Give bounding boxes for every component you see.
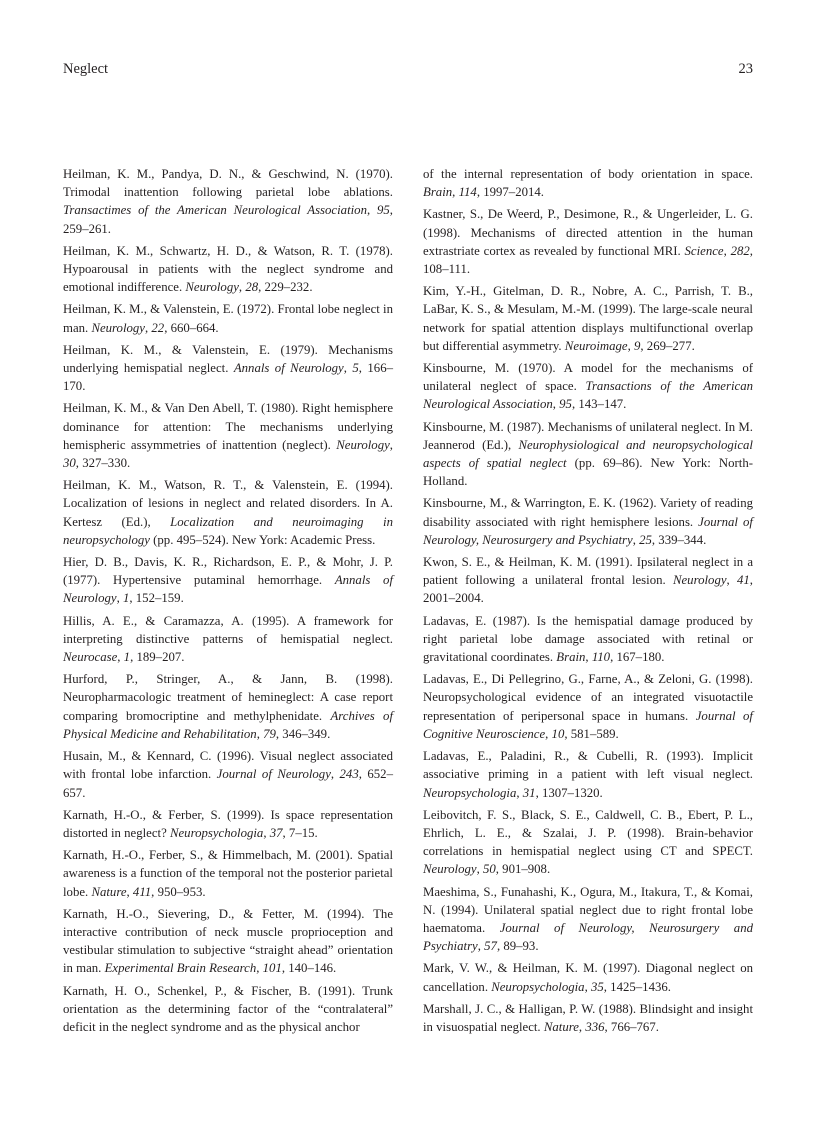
reference-entry-karnath-2001 [63,846,393,901]
reference-italic-text: Neurology [336,437,390,452]
reference-text: , [117,650,124,665]
reference-italic-text: 35 [590,979,604,994]
reference-text: , 1307–1320. [535,785,603,800]
reference-italic-text: 79 [263,726,276,741]
reference-text: Heilman, K. M., Watson, R. T., & Valenstein, E. (1994). Localization of lesions in neglect and related disorders. In A. Kertesz (Ed.), [63,478,393,529]
reference-text: , 89–93. [496,939,539,954]
reference-italic-text: 114 [458,185,477,200]
reference-text: , [723,243,731,258]
reference-text: of the internal representation of body orientation in space. [423,167,753,181]
reference-italic-text: 10 [551,726,565,741]
reference-italic-text: 95 [377,203,390,218]
reference-italic-text: 336 [585,1019,605,1034]
reference-text: , 1997–2014. [476,185,544,200]
reference-italic-text: Neuropsychologia [491,979,585,994]
reference-italic-text: Annals of Neurology [63,573,394,606]
reference-italic-text: Neuropsychologia [423,785,517,800]
reference-text: Hier, D. B., Davis, K. R., Richardson, E. P., & Mohr, J. P. (1977). Hypertensive putaminal hemorrhage. [63,555,393,588]
reference-entry-ladavas-1993 [423,747,753,802]
reference-text: Maeshima, S., Funahashi, K., Ogura, M., Itakura, T., & Komai, N. (1994). Unilateral spatial neglect due to right frontal lobe haematoma. [423,884,753,935]
reference-text: , [256,961,263,976]
reference-text: Kinsbourne, M. (1970). A model for the mechanisms of unilateral neglect of space. [423,361,753,394]
reference-italic-text: Neurophysiological and neuropsychological aspects of spatial neglect [423,437,753,471]
reference-text: Husain, M., & Kennard, C. (1996). Visual neglect associated with frontal lobe infarction. [63,749,393,782]
reference-text: Kim, Y.-H., Gitelman, D. R., Nobre, A. C., Parrish, T. B., LaBar, K. S., & Mesulam, M.-M. (1999). The large-scale neural network for spatial attention displays multifunctional overlap but differential asymmetry. [423,284,753,353]
reference-text: , 269–277. [640,338,695,353]
reference-text: Kwon, S. E., & Heilman, K. M. (1991). Ipsilateral neglect in a patient following a unilateral frontal lesion. [423,555,753,588]
reference-italic-text: 243 [339,767,359,782]
reference-text: , 950–953. [151,884,206,899]
reference-italic-text: 30 [63,456,76,471]
reference-entry-mark-1997 [423,959,753,995]
reference-text: , [584,979,591,994]
reference-italic-text: Localization and neuroimaging in neuropsychology [63,514,393,547]
reference-entry-kwon-1991 [423,553,753,608]
reference-italic-text: 28 [245,280,259,295]
reference-text: Ladavas, E. (1987). Is the hemispatial damage produced by right parietal lobe damage associated with retinal or gravitational coordinates. [423,613,753,665]
reference-text: Karnath, H.-O., & Ferber, S. (1999). Is space representation distorted in neglect? [63,807,393,840]
reference-text: Karnath, H. O., Schenkel, P., & Fischer, B. (1991). Trunk orientation as the determining factor of the “contralateral” deficit in the neglect syndrome and as the physical anchor [63,983,393,1034]
reference-text: Mark, V. W., & Heilman, K. M. (1997). Diagonal neglect on cancellation. [423,961,753,994]
reference-italic-text: 1 [123,650,131,665]
reference-italic-text: 95 [559,397,572,412]
reference-italic-text: Neurology [91,320,145,335]
reference-italic-text: 1 [122,591,130,606]
reference-text: , 108–111. [423,243,753,277]
reference-text: , 766–767. [604,1019,659,1034]
reference-text: Karnath, H.-O., Sievering, D., & Fetter, M. (1994). The interactive contribution of neck muscle proprioception and vestibular stimulation to subjective “straight ahead” orientation in man. [63,906,393,976]
reference-text: , 166–170. [63,361,393,394]
reference-entry-kinsbourne-1970 [423,359,753,414]
reference-text: Kinsbourne, M., & Warrington, E. K. (1962). Variety of reading disability associated with right hemisphere lesions. [423,496,753,529]
reference-text: , [516,785,523,800]
page-number: 23 [738,61,753,77]
reference-text: Kastner, S., De Weerd, P., Desimone, R., & Ungerleider, L. G. (1998). Mechanisms of directed attention in the human extrastriate cortex as revealed by functional MRI. [423,207,753,258]
reference-text: , 581–589. [564,726,619,741]
reference-text: , 901–908. [495,862,551,877]
reference-italic-text: Neurology [185,280,239,295]
reference-text: , [330,767,340,782]
reference-italic-text: 41 [736,573,750,588]
reference-italic-text: Neuropsychologia [169,825,264,840]
running-head-title: Neglect [63,61,109,77]
reference-text: , 346–349. [275,726,331,741]
reference-text: , [476,862,483,877]
reference-text: , 167–180. [610,650,665,665]
reference-text: Hurford, P., Stringer, A., & Jann, B. (1998). Neuropharmacologic treatment of hemineglect: A case report comparing bromocriptine and methylphenidate. [63,672,393,723]
reference-entry-karnath-1991-cont [423,165,753,201]
reference-text: (pp. 495–524). New York: Academic Press. [149,532,376,547]
reference-text: , [452,185,459,200]
reference-text: , [585,650,592,665]
reference-entry-heilman-1978 [63,242,393,297]
reference-italic-text: Nature [91,884,127,899]
reference-italic-text: Neurocase [63,650,118,665]
reference-text: , [726,573,737,588]
reference-text: Heilman, K. M., Pandya, D. N., & Geschwind, N. (1970). Trimodal inattention following parietal lobe ablations. [63,167,393,200]
reference-entry-leibovitch-1998 [423,806,753,879]
reference-text: , 2001–2004. [423,573,753,606]
reference-text: , [263,825,270,840]
reference-entry-heilman-1980 [63,399,393,472]
reference-entry-ladavas-1998 [423,670,753,743]
reference-text: , [627,338,634,353]
reference-italic-text: 282 [730,243,750,258]
reference-entry-kinsbourne-1987 [423,418,753,491]
reference-text: , [632,532,640,547]
reference-text: Karnath, H.-O., Ferber, S., & Himmelbach, M. (2001). Spatial awareness is a function of the temporal not the posterior parietal lobe. [63,848,393,899]
reference-italic-text: Neuroimage [564,338,628,353]
reference-column-right [423,165,753,1040]
reference-text: , [116,591,123,606]
reference-text: , 660–664. [164,320,219,335]
reference-entry-heilman-1972 [63,300,393,336]
reference-text: , 339–344. [651,532,707,547]
reference-entry-karnath-1994 [63,905,393,978]
reference-text: Ladavas, E., Paladini, R., & Cubelli, R. (1993). Implicit associative priming in a patient with left visual neglect. [423,749,753,782]
reference-text: , 327–330. [75,456,131,471]
reference-italic-text: Nature [543,1019,579,1034]
reference-text: Heilman, K. M., & Valenstein, E. (1972). Frontal lobe neglect in man. [63,302,393,335]
reference-text: , [552,397,560,412]
reference-entry-hillis-1995 [63,612,393,667]
reference-italic-text: Annals of Neurology [233,361,344,376]
reference-text: , [545,726,552,741]
reference-italic-text: 57 [484,939,497,954]
reference-italic-text: Journal of Neurology, Neurosurgery and Psychiatry [423,920,753,954]
reference-entry-karnath-1991 [63,982,393,1037]
reference-italic-text: 101 [262,961,282,976]
reference-italic-text: 110 [591,650,611,665]
reference-entry-heilman-1994 [63,476,393,549]
reference-italic-text: Archives of Physical Medicine and Rehabilitation [63,708,393,741]
reference-text: (pp. 69–86). New York: North-Holland. [423,456,754,489]
reference-entry-hurford-1998 [63,670,393,743]
reference-text: , [477,939,485,954]
reference-entry-ladavas-1987 [423,612,753,667]
reference-text: , 229–232. [258,280,313,295]
reference-text: Heilman, K. M., & Valenstein, E. (1979). Mechanisms underlying hemispatial neglect. [63,342,393,376]
reference-italic-text: Brain [423,185,453,200]
reference-text: , 143–147. [571,397,627,412]
reference-text: , [145,320,152,335]
reference-italic-text: 22 [151,320,165,335]
reference-entry-kastner-1998 [423,205,753,278]
reference-entry-kim-1999 [423,282,753,355]
reference-entry-maeshima-1994 [423,883,753,956]
reference-text: , [343,361,353,376]
reference-italic-text: Experimental Brain Research [104,961,257,976]
reference-italic-text: Transactions of the American Neurological Association [423,379,754,412]
reference-column-left [63,165,393,1040]
reference-text: , [389,437,393,452]
reference-italic-text: Journal of Neurology [216,767,331,782]
reference-text: Kinsbourne, M. (1987). Mechanisms of unilateral neglect. In M. Jeannerod (Ed.), [423,419,753,452]
reference-text: , [238,280,246,295]
reference-entry-karnath-1999 [63,806,393,842]
reference-italic-text: 25 [639,532,652,547]
reference-entry-kinsbourne-1962 [423,494,753,549]
reference-text: , [578,1019,586,1034]
reference-text: Marshall, J. C., & Halligan, P. W. (1988). Blindsight and insight in visuospatial neglect. [423,1001,753,1034]
reference-entry-heilman-1979 [63,341,393,396]
reference-italic-text: Neurology [423,862,477,877]
reference-text: , 652–657. [63,767,393,800]
reference-entry-heilman-1970 [63,165,393,238]
reference-italic-text: Brain [556,650,586,665]
reference-italic-text: 9 [634,338,641,353]
running-head [63,61,753,81]
reference-text: , 1425–1436. [603,979,671,994]
reference-italic-text: 31 [522,785,536,800]
reference-text: Heilman, K. M., Schwartz, H. D., & Watson, R. T. (1978). Hypoarousal in patients with the neglect syndrome and emotional indifference. [63,243,393,295]
reference-entry-marshall-1988 [423,1000,753,1036]
reference-text: , 259–261. [63,203,393,236]
reference-text: , 152–159. [129,591,184,606]
reference-text: Leibovitch, F. S., Black, S. E., Caldwell, C. B., Ebert, P. L., Ehrlich, L. E., & Szalai, J. P. (1998). Brain-behavior correlations in hemispatial neglect using CT and SPECT. [423,807,753,859]
reference-text: Heilman, K. M., & Van Den Abell, T. (1980). Right hemisphere dominance for attention: The mechanisms underlying hemispheric assymmetries of inattention (neglect). [63,401,393,452]
reference-italic-text: Journal of Cognitive Neuroscience [423,708,753,741]
reference-text: , [366,203,377,218]
reference-italic-text: 50 [482,862,496,877]
reference-text: Ladavas, E., Di Pellegrino, G., Farne, A., & Zeloni, G. (1998). Neuropsychological evidence of an integrated visuotactile representation of peripersonal space in humans. [423,672,753,723]
reference-italic-text: Journal of Neurology, Neurosurgery and Psychiatry [423,514,753,547]
reference-entry-husain-1996 [63,747,393,802]
reference-text: , 7–15. [282,825,318,840]
reference-italic-text: 37 [269,825,283,840]
reference-italic-text: 5 [352,361,359,376]
reference-text: , 140–146. [281,961,337,976]
reference-text: , [256,726,264,741]
reference-italic-text: Transactimes of the American Neurological Association [63,203,367,218]
reference-italic-text: Neurology [672,573,727,588]
reference-entry-hier-1977 [63,553,393,608]
reference-italic-text: Science [684,243,724,258]
reference-text: , [126,884,133,899]
reference-text: , 189–207. [130,650,185,665]
reference-italic-text: 411 [132,884,152,899]
reference-text: Hillis, A. E., & Caramazza, A. (1995). A framework for interpreting distinctive patterns of hemispatial neglect. [63,613,393,646]
